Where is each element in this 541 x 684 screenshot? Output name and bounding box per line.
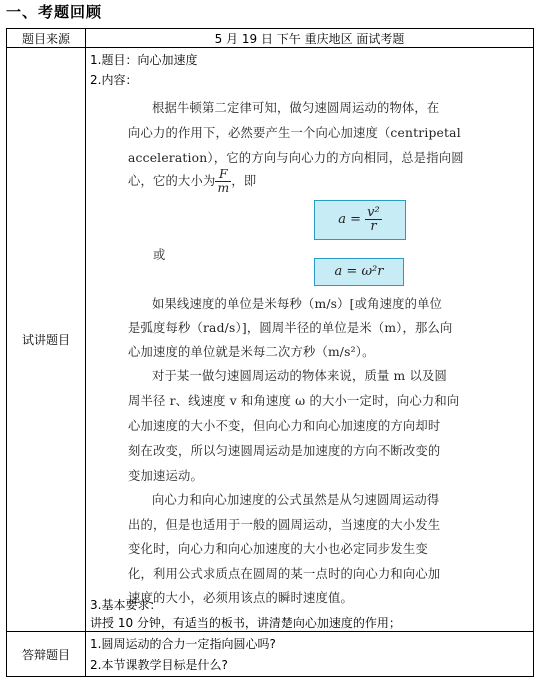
text-span: ，即 <box>231 174 257 188</box>
lecture-label: 试讲题目 <box>7 48 86 632</box>
or-text: 或 <box>153 248 166 262</box>
source-value: 5 月 19 日 下午 重庆地区 面试考题 <box>86 29 534 48</box>
defense-question: 2.本节课教学目标是什么? <box>90 658 228 672</box>
source-row <box>7 29 534 48</box>
fraction-denominator: m <box>217 181 230 195</box>
text-line: 周半径 r、线速度 v 和角速度 ω 的大小一定时，向心力和向 <box>128 394 460 408</box>
content-label: 2.内容： <box>90 73 138 87</box>
fraction <box>215 168 231 195</box>
text-line: 变加速运动。 <box>128 469 203 483</box>
fraction-numerator: v² <box>367 205 380 220</box>
defense-row <box>7 632 534 677</box>
text-line: 化，利用公式求质点在圆周的某一点时的向心力和向心加 <box>128 567 441 581</box>
text-line: 心加速度的单位就是米每二次方秒（m/s²）。 <box>128 345 375 359</box>
lecture-row <box>7 48 534 632</box>
lecture-content <box>86 48 534 632</box>
text-line: 对于某一做匀速圆周运动的物体来说，质量 m 以及圆 <box>152 369 448 383</box>
exam-table <box>6 28 534 677</box>
text-line: 速度的大小，必须用该点的瞬时速度值。 <box>128 591 353 605</box>
text-line: 刻在改变，所以匀速圆周运动是加速度的方向不断改变的 <box>128 444 441 458</box>
formula-lhs: a = <box>338 212 362 227</box>
text-line: 出的，但是也适用于一般的圆周运动，当速度的大小发生 <box>128 518 441 532</box>
fraction <box>365 206 382 233</box>
requirement-text: 讲授 10 分钟，有适当的板书，讲清楚向心加速度的作用； <box>90 616 401 630</box>
text-span: 心，它的大小为 <box>128 174 216 188</box>
source-label: 题目来源 <box>7 29 86 48</box>
text-line: 向心力的作用下，必然要产生一个向心加速度（centripetal <box>128 126 461 140</box>
formula-box-2: a = ω²r <box>314 258 404 286</box>
section-heading: 一、考题回顾 <box>6 3 103 21</box>
text-line: 变化时，向心力和向心加速度的大小也必定同步发生变 <box>128 542 428 556</box>
text-line: 心加速度的大小不变，但向心力和向心加速度的方向却时 <box>128 419 441 433</box>
fraction-denominator: r <box>370 219 377 234</box>
formula-box-1 <box>314 200 406 240</box>
text-line: 向心力和向心加速度的公式虽然是从匀速圆周运动得 <box>152 493 440 507</box>
fraction-numerator: F <box>215 168 231 182</box>
defense-question: 1.圆周运动的合力一定指向圆心吗? <box>90 637 276 651</box>
text-line: acceleration），它的方向与向心力的方向相同，总是指向圆 <box>128 151 464 165</box>
topic-line: 1.题目：向心加速度 <box>90 53 198 67</box>
requirement-label: 3.基本要求： <box>90 598 162 612</box>
defense-label: 答辩题目 <box>7 632 86 677</box>
text-line: 如果线速度的单位是米每秒（m/s）[或角速度的单位 <box>152 297 443 311</box>
text-line: 根据牛顿第二定律可知，做匀速圆周运动的物体，在 <box>152 101 440 115</box>
defense-content <box>86 632 534 677</box>
text-line-with-fraction <box>128 168 256 195</box>
text-line: 是弧度每秒（rad/s）]，圆周半径的单位是米（m），那么向 <box>128 321 453 335</box>
